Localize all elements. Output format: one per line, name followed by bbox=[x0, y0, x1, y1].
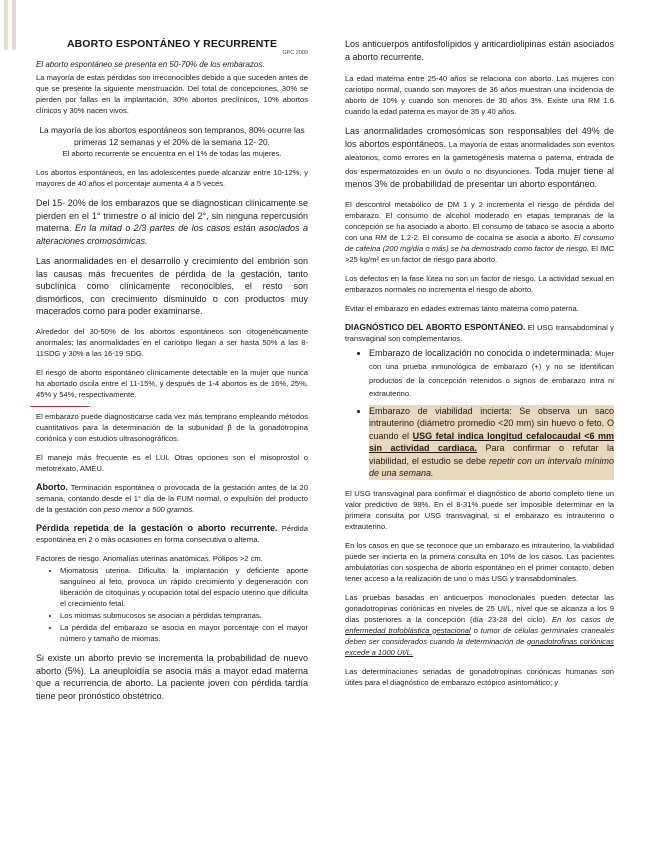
paragraph: En los casos en que se reconoce que un embarazo es intrauterino, la viabilidad puede ser incierta en la primera consulta en 10% de los casos. Las pacientes ambulatorias con sospecha de aborto espontáneo en el primer contacto, deben tener acceso a la realización de uno o más USG y transabdominales. bbox=[345, 540, 614, 583]
paragraph: Los defectos en la fase lútea no son un factor de riesgo. La actividad sexual en embarazos normales no incrementa el riesgo de aborto. bbox=[345, 273, 614, 294]
item-text: Mujer con una prueba inmunológica de embarazo (+) y no se identifican productos de la concepción retenidos o signos de embarazo intra ni extrauterino. bbox=[369, 348, 614, 398]
list-item-highlighted bbox=[369, 405, 614, 480]
paragraph-text: Las anormalidades cromosómicas son responsables del 49% de los abortos espontáneos. bbox=[345, 126, 614, 149]
paragraph: El aborto recurrente se encuentra en el 1% de todas las mujeres. bbox=[62, 149, 282, 158]
paragraph: La edad materna entre 25-40 años se relaciona con aborto. Las mujeres con cariotipo normal, cuando son mayores de 36 años muestran una incidencia de aborto de 10% y cuando son menores de 30 años 3%. Existe una RM 1.6 cuando la edad paterna es mayor de 35 y 40 años. bbox=[345, 74, 614, 116]
diagnosis-list bbox=[345, 347, 614, 480]
paragraph bbox=[345, 125, 614, 191]
red-underline bbox=[30, 406, 90, 408]
paragraph bbox=[345, 199, 614, 265]
paragraph: Los abortos espontáneos, en las adolescentes puede alcanzar entre 10-12%, y mayores de 40 años el porcentaje aumenta 4 a 5 veces. bbox=[36, 168, 308, 188]
list-item: • Miomatosis uterina. Dificulta la implantación y deficiente aporte sanguíneo al feto, provoca un rápido crecimiento y degeneración con liberación de citoquinas y ocupación total del espacio uterino que dificulta el crecimiento fetal. bbox=[60, 565, 308, 609]
paragraph-italic: En los casos de bbox=[552, 614, 614, 624]
paragraph bbox=[36, 197, 308, 247]
decorative-bar bbox=[12, 0, 16, 50]
paragraph: Alrededor del 30-50% de los abortos espontáneos son citogenéticamente anormales; las anormalidades en el cariotipo llegan a ser hasta 50% a las 8-11SDG y 30% a las 16-19 SDG. bbox=[36, 326, 308, 358]
list-item: • Los miomas submucosos se asocian a pérdidas tempranas. bbox=[60, 610, 308, 621]
paragraph-text: Toda mujer tiene al menos 3% de probabilidad de presentar un aborto espontáneo. bbox=[345, 165, 614, 189]
paragraph-underlined: enfermedad trofoblástica gestacional bbox=[345, 625, 471, 635]
paragraph: Las determinaciones seriadas de gonadotropinas coriónicas humanas son útiles para el diagnóstico de embarazo ectópico asintomático; y bbox=[345, 666, 614, 687]
intro-text: El aborto espontáneo se presenta en 50-70% de los embarazos. bbox=[36, 60, 265, 69]
paragraph-italic: o tumor de células germinales craneales deben ser considerados cuando la determinación de bbox=[345, 625, 614, 646]
paragraph-text: La mayoría de estas anormalidades son eventos aleatorios, como errores en la gametogénesis materna o paterna, entrada de dos espermatozoides en un óvulo o no disyunciones. bbox=[345, 139, 614, 176]
paragraph-italic: En la mitad o 2/3 partes de los casos están asociados a alteraciones cromosómicas. bbox=[36, 223, 308, 246]
paragraph-italic: peso menor a 500 gramos. bbox=[103, 505, 195, 514]
item-underlined: USG fetal indica longitud cefalocaudal <6 mm sin actividad cardiaca. bbox=[369, 430, 614, 453]
paragraph: Si existe un aborto previo se incrementa la probabilidad de nuevo aborto (5%). La aneuploidía se asocia más a mayor edad materna que a recurrencia de aborto. La paciente joven con pérdida tardía tiene peor pronóstico obstétrico. bbox=[36, 653, 308, 701]
paragraph bbox=[36, 523, 308, 545]
paragraph-text: Del 15- 20% de los embarazos que se diagnostican clínicamente se pierden en el 1° trimestre o al inicio del 2°, sin ninguna repercusión materna. bbox=[36, 198, 308, 233]
paragraph: La mayoría de estas pérdidas son irreconocibles debido a que suceden antes de que se presente la siguiente menstruación. Del total de concepciones, 30% se pierden por fallas en la implantación, 30% abortos preclínicos, 10% abortos clínicos y 30% nacen vivos. bbox=[36, 73, 308, 115]
source-label: GPC 2009 bbox=[282, 50, 308, 56]
paragraph-underlined: gonadotrofinas coriónicas excede a 1000 UI/L. bbox=[345, 636, 614, 657]
paragraph-text: El USG transabdominal y transvaginal son complementarios. bbox=[345, 322, 614, 343]
paragraph: La mayoría de los abortos espontáneos son tempranos, 80% ocurre las primeras 12 semanas y el 20% de la semana 12- 20. bbox=[39, 125, 305, 147]
paragraph bbox=[345, 592, 614, 658]
paragraph-text: Las pruebas basadas en anticuerpos monoclonales pueden detectar las gonadotropinas coriónicas en niveles de 25 UI/L, nivel que se alcanza a los 9 días posteriores a la concepción (día 23-28 del ciclo). bbox=[345, 592, 614, 624]
item-heading: Embarazo de localización no conocida o indeterminada: bbox=[369, 347, 593, 358]
paragraph-text: El descontrol metabólico de DM 1 y 2 incrementa el riesgo de pérdida del embarazo. El consumo de alcohol moderado en etapas tempranas de la concepción se ha asociado a aborto. El consumo de tabaco se asocia a aborto con una RM de 1.2-2. El consumo de cocaína se asocia a aborto. bbox=[345, 199, 614, 242]
left-column bbox=[36, 38, 308, 710]
paragraph bbox=[345, 322, 614, 344]
paragraph: Factores de riesgo. Anomalías uterinas anatómicas. Pólipos >2 cm. bbox=[36, 554, 263, 563]
list-item bbox=[369, 347, 614, 401]
paragraph: Las anormalidades en el desarrollo y crecimiento del embrión son las causas más frecuentes de pérdida de la gestación, tanto subclínica como clínicamente reconocibles, el resto son dismórficos, con crecimiento disminuido o con productos muy macerados como para poder examinarse. bbox=[36, 256, 308, 316]
right-column bbox=[345, 38, 614, 696]
paragraph-italic: El consumo de cafeína (200 mg/día o más) se ha demostrado como factor de riesgo. bbox=[345, 232, 614, 253]
section-heading: DIAGNÓSTICO DEL ABORTO ESPONTÁNEO. bbox=[345, 321, 526, 332]
term-heading: Pérdida repetida de la gestación o aborto recurrente. bbox=[36, 523, 278, 533]
term-heading: Aborto. bbox=[36, 482, 68, 492]
paragraph: El USG transvaginal para confirmar el diagnóstico de aborto completo tiene un valor predictivo de 98%. En el 8-31% puede ser imposible determinar en la primera consulta por USG transvaginal, si el embarazo es intrauterino o extrauterino. bbox=[345, 488, 614, 531]
list-item: • La pérdida del embarazo se asocia en mayor porcentaje con el mayor número y tamaño de miomas. bbox=[60, 622, 308, 644]
paragraph bbox=[36, 482, 308, 515]
item-text: Para confirmar o refutar la viabilidad, el estudio se debe bbox=[369, 443, 614, 466]
item-heading: Embarazo de viabilidad incierta: Se observa un saco intrauterino (diámetro promedio <20 mm) sin huevo o feto. O cuando el bbox=[369, 405, 614, 441]
paragraph: El riesgo de aborto espontáneo clínicamente detectable en la mujer que nunca ha abortado oscila entre el 11-15%, y después de 1-4 abortos es de 16%, 25%, 45% y 54%, respectivamente. bbox=[36, 367, 308, 399]
paragraph-text: El IMC >25 kg/m² es un factor de riesgo para aborto. bbox=[345, 243, 614, 264]
page-title: ABORTO ESPONTÁNEO Y RECURRENTE bbox=[66, 38, 278, 50]
risk-factor-list bbox=[36, 565, 308, 644]
item-italic: repetir con un intervalo mínimo de una semana. bbox=[369, 455, 614, 478]
paragraph: El embarazo puede diagnosticarse cada vez más temprano empleando métodos cuantitativos para la determinación de la subunidad β de la gonadotropina coriónica y con estudios ultrasonográficos. bbox=[36, 412, 308, 443]
paragraph: El manejo más frecuente es el LUI. Otras opciones son el misoprostol o metotrexato, AMEU. bbox=[36, 453, 308, 473]
paragraph: Evitar el embarazo en edades extremas tanto materna como paterna. bbox=[345, 303, 579, 313]
paragraph-text: Terminación espontánea o provocada de la gestación antes de la 20 semana, contando desde el 1° día de la FUM normal, o expulsión del producto de la gestación con bbox=[36, 483, 308, 514]
paragraph: Los anticuerpos antifosfolípidos y anticardiolipinas están asociados a aborto recurrente. bbox=[345, 39, 614, 62]
paragraph-text: Pérdida espontánea en 2 o más ocasiones en forma consecutiva o alterna. bbox=[36, 524, 308, 544]
decorative-bar bbox=[4, 0, 8, 50]
